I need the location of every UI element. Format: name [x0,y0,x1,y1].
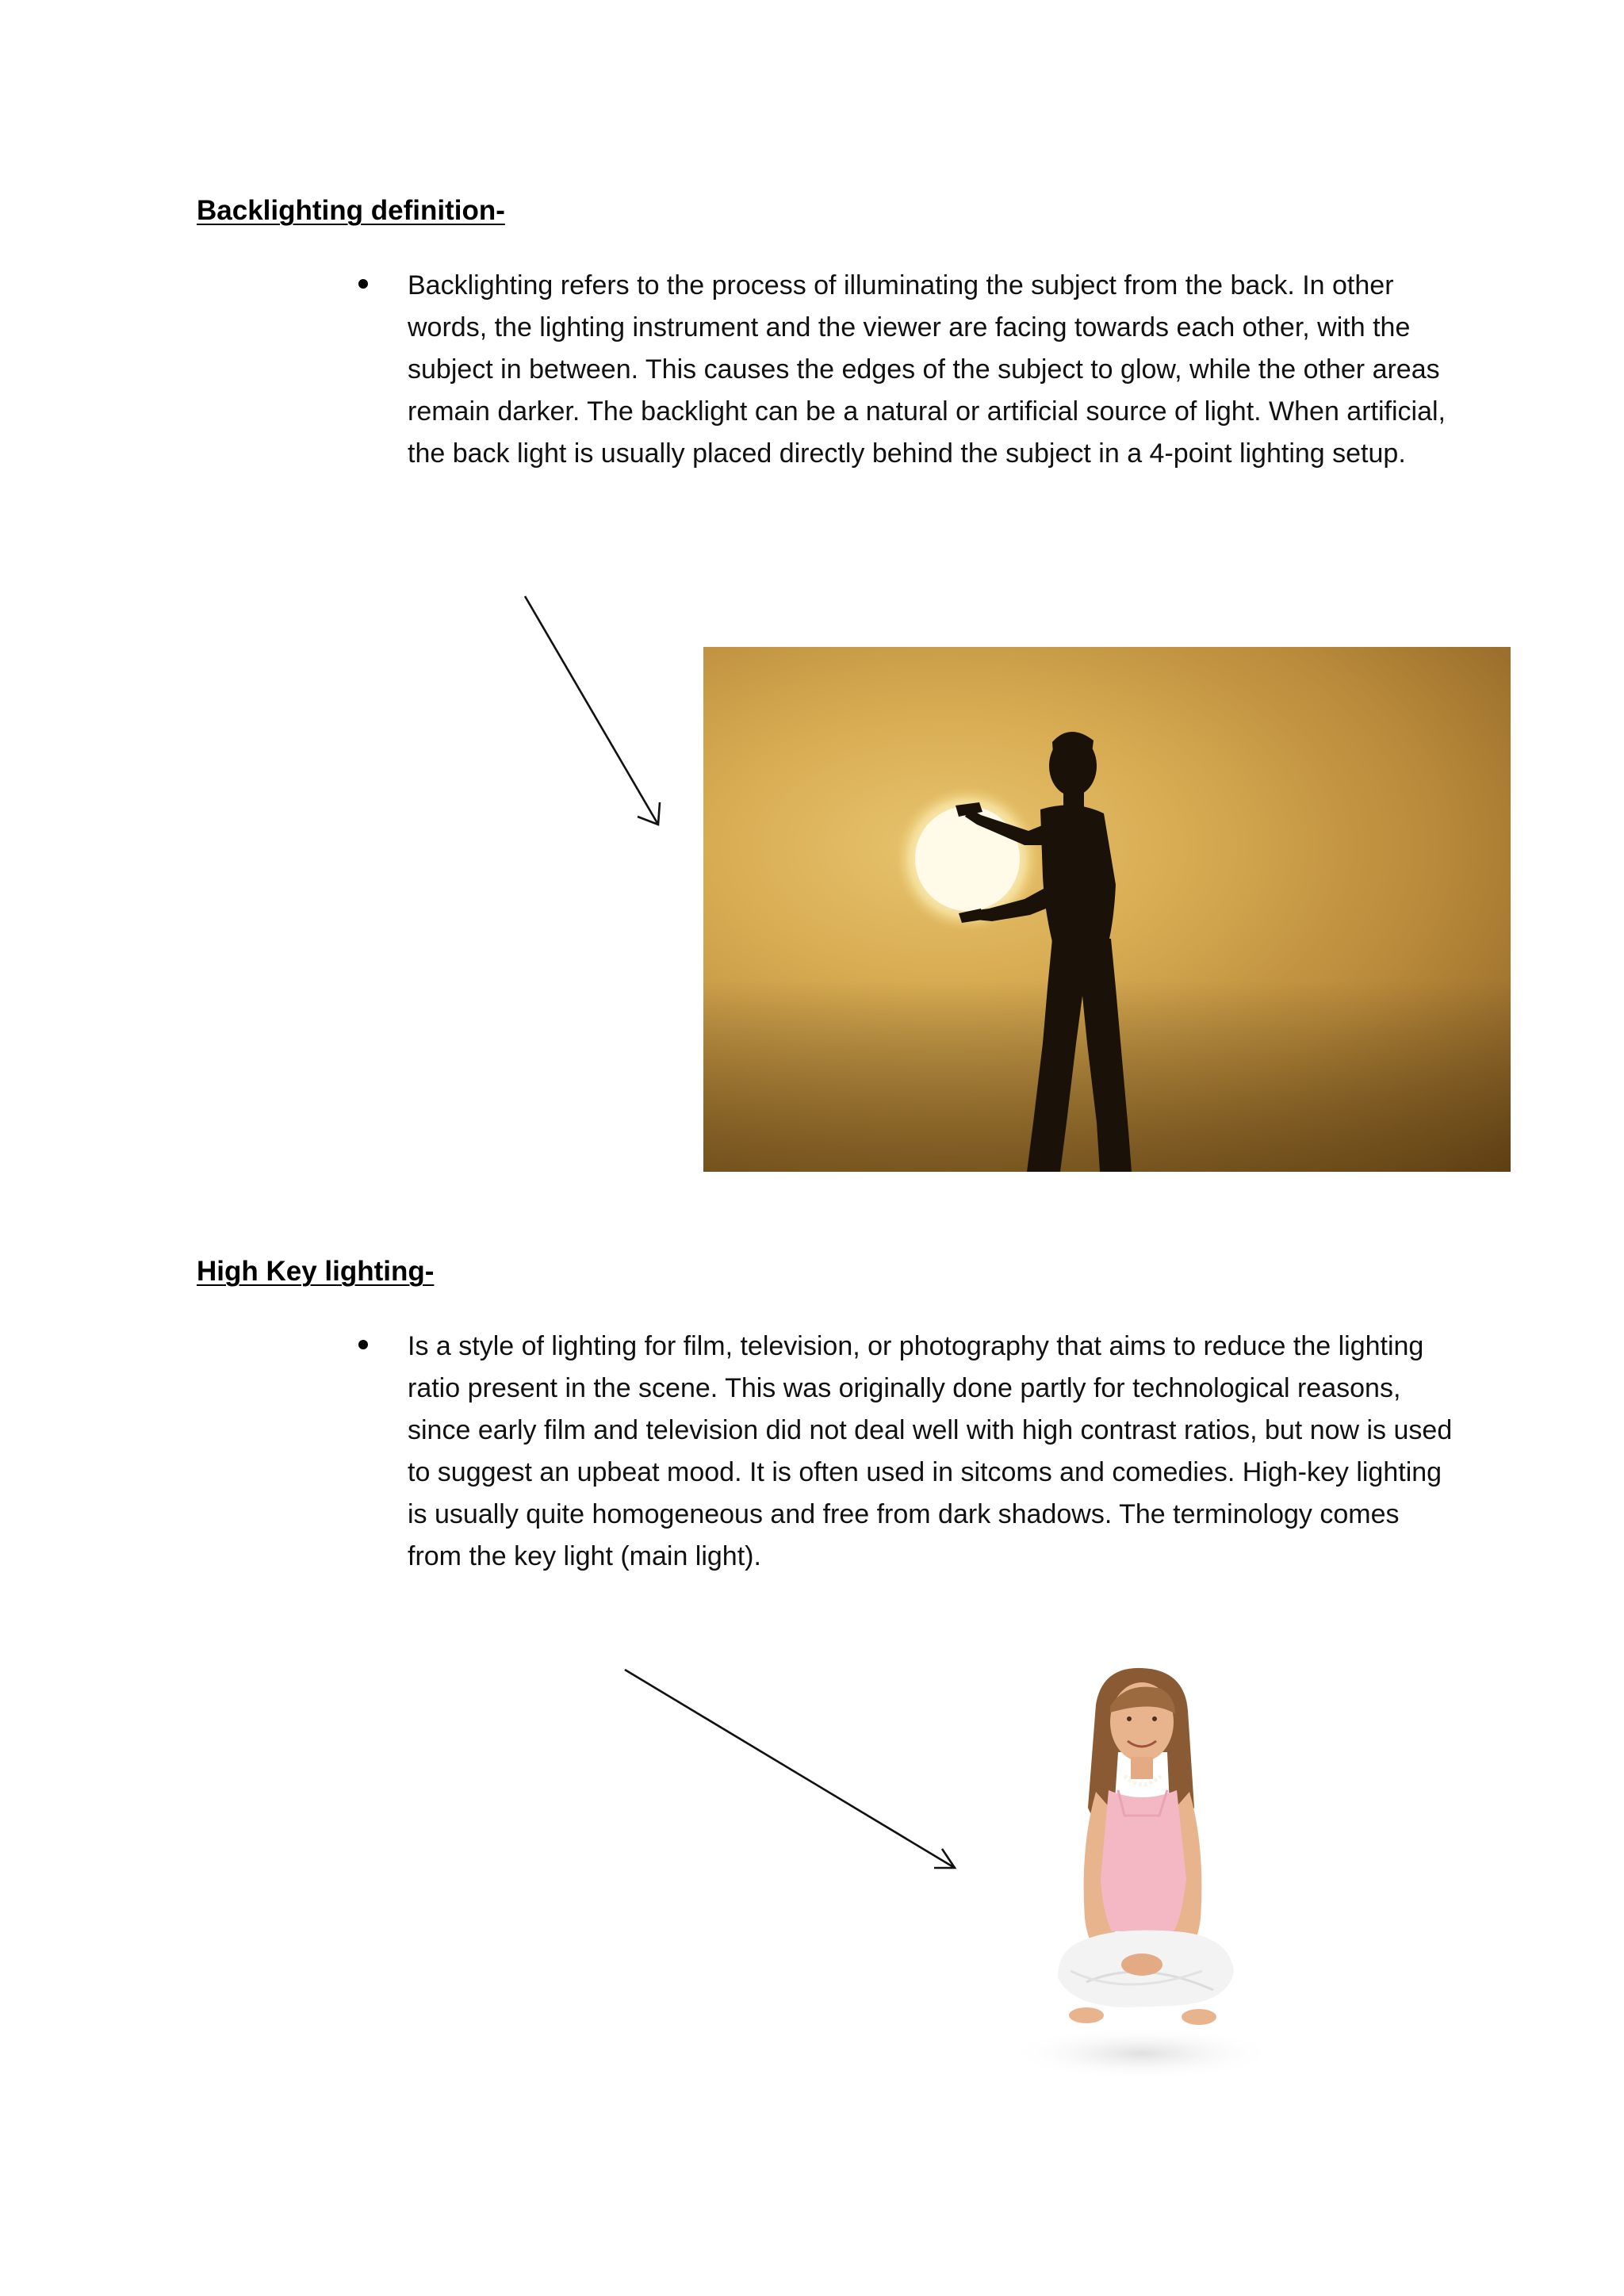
bullet-icon [358,1340,368,1349]
section-heading-backlighting: Backlighting definition- [197,195,505,226]
section-heading-high-key: High Key lighting- [197,1256,435,1287]
arrow-pointer-icon [508,587,666,840]
arrow-pointer-icon [619,1660,967,1882]
bullet-icon [358,279,368,289]
backlighting-definition-text: Backlighting refers to the process of illuminating the subject from the back. In other words, the lighting instrument and the viewer are facing towards each other, with the subject in between. This causes the edges of the subject to glow, while the other areas remain darker. The backlight can be a natural or artificial source of light. When artificial, the back light is usually placed directly behind the subject in a 4-point lighting setup. [408,270,1446,469]
high-key-definition-text: Is a style of lighting for film, television, or photography that aims to reduce the lighting ratio present in the scene. This was originally done partly for technological reasons, since early film and television did not deal well with high contrast ratios, but now is used to suggest an upbeat mood. It is often used in sitcoms and comedies. High-key lighting is usually quite homogeneous and free from dark shadows. The terminology comes from the key light (main light). [408,1331,1453,1571]
backlit-silhouette-photo [703,647,1511,1172]
high-key-portrait-photo [991,1657,1293,2093]
